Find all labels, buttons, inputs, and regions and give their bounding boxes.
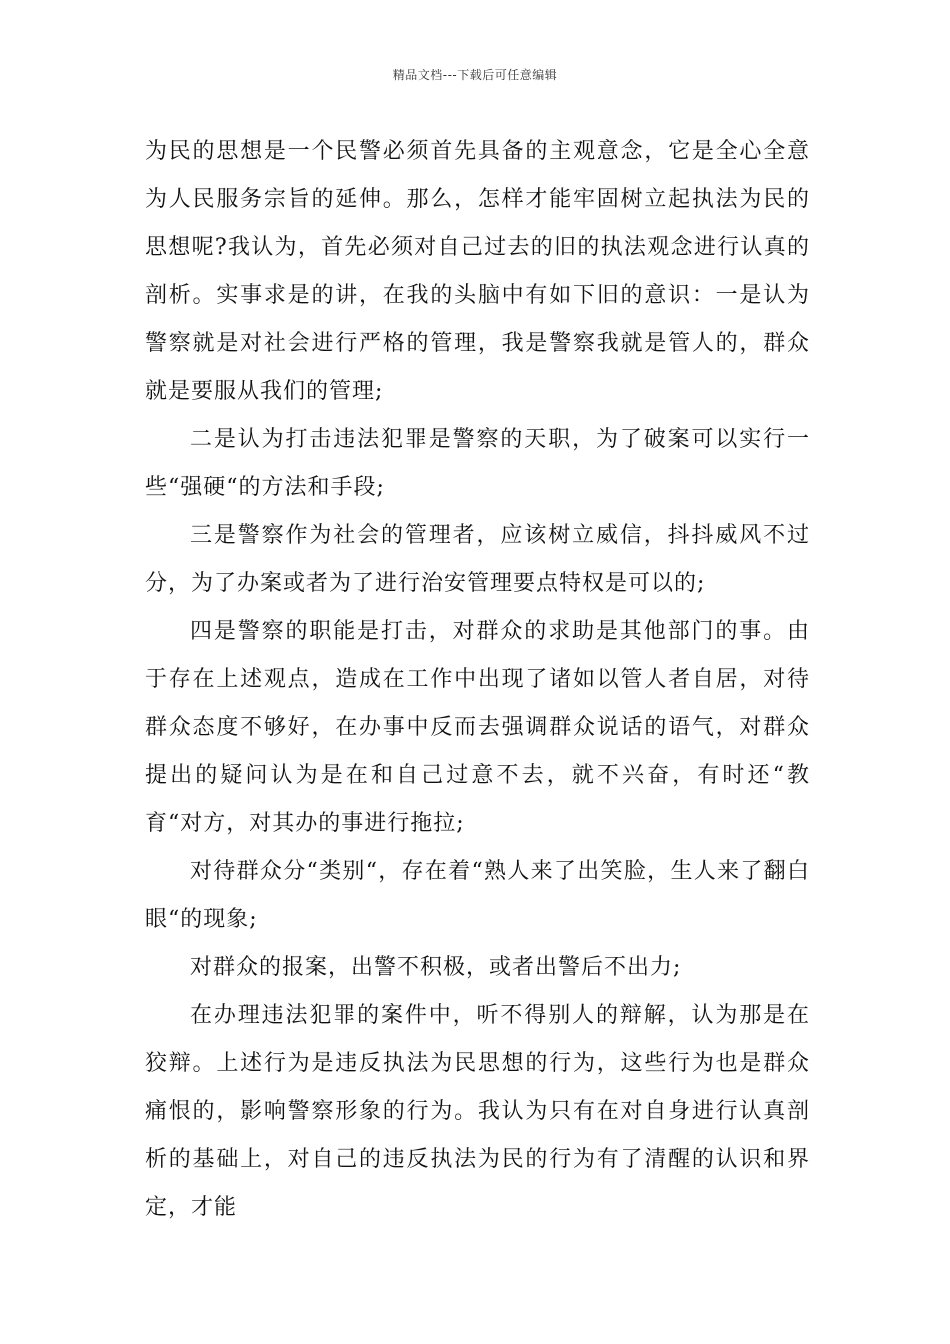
paragraph-5: 对待群众分“类别“，存在着“熟人来了出笑脸，生人来了翻白眼“的现象; (145, 859, 810, 932)
paragraph-6: 对群众的报案，出警不积极，或者出警后不出力; (190, 955, 682, 980)
paragraph-1: 为民的思想是一个民警必须首先具备的主观意念，它是全心全意为人民服务宗旨的延伸。那么，怎样才能牢固树立起执法为民的思想呢?我认为，首先必须对自己过去的旧的执法观念进行认真的剖析。实事求是的讲，在我的头脑中有如下旧的意识：一是认为警察就是对社会进行严格的管理，我是警察我就是管人的，群众就是要服从我们的管理; (145, 139, 810, 404)
document-body (145, 128, 810, 1232)
paragraph-7: 在办理违法犯罪的案件中，听不得别人的辩解，认为那是在狡辩。上述行为是违反执法为民思想的行为，这些行为也是群众痛恨的，影响警察形象的行为。我认为只有在对自身进行认真剖析的基础上，对自己的违反执法为民的行为有了清醒的认识和界定，才能 (145, 1003, 810, 1220)
paragraph-2: 二是认为打击违法犯罪是警察的天职，为了破案可以实行一些“强硬“的方法和手段; (145, 427, 810, 500)
paragraph-3: 三是警察作为社会的管理者，应该树立威信，抖抖威风不过分，为了办案或者为了进行治安管理要点特权是可以的; (145, 523, 810, 596)
paragraph-4: 四是警察的职能是打击，对群众的求助是其他部门的事。由于存在上述观点，造成在工作中出现了诸如以管人者自居，对待群众态度不够好，在办事中反而去强调群众说话的语气，对群众提出的疑问认为是在和自己过意不去，就不兴奋，有时还“教育“对方，对其办的事进行拖拉; (145, 619, 810, 836)
page-header: 精品文档---下载后可任意编辑 (392, 68, 558, 82)
